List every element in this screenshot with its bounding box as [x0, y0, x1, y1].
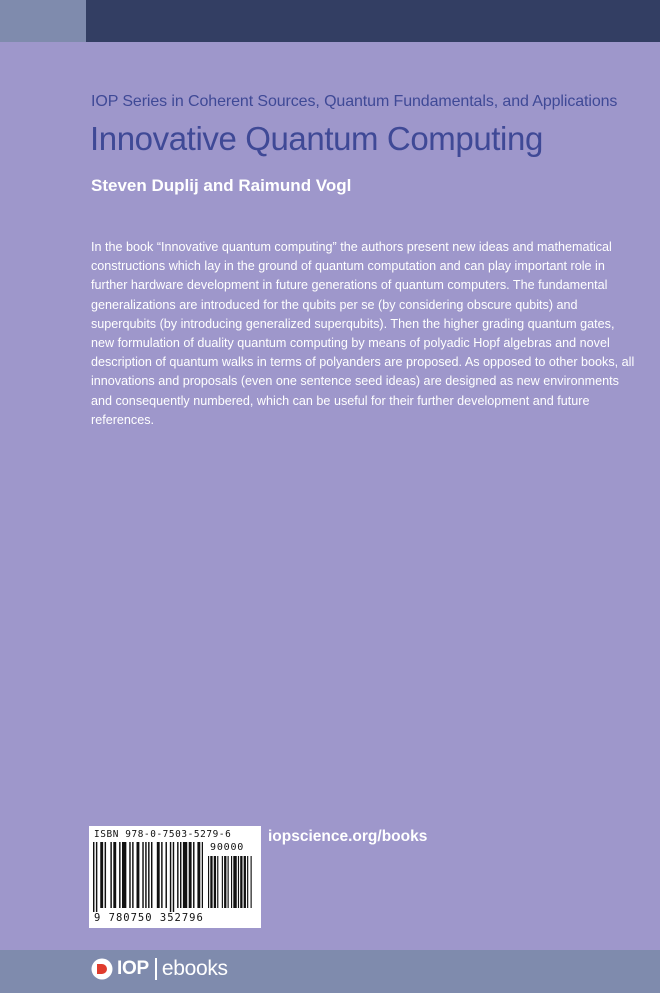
barcode-digits: 9 780750 352796: [94, 912, 204, 924]
iop-logo-icon: [91, 958, 113, 980]
book-authors: Steven Duplij and Raimund Vogl: [91, 176, 352, 195]
barcode-bars: [93, 842, 203, 912]
isbn-label: ISBN 978-0-7503-5279-6: [94, 829, 232, 840]
logo-separator: [155, 958, 157, 980]
series-name: IOP Series in Coherent Sources, Quantum Fundamentals, and Applications: [91, 93, 618, 110]
price-addon-digits: 90000: [210, 842, 245, 853]
website-link[interactable]: iopscience.org/books: [268, 828, 428, 845]
top-bar: [0, 0, 660, 42]
top-bar-accent: [0, 0, 86, 42]
isbn-barcode: [89, 826, 261, 928]
book-description: In the book “Innovative quantum computing” the authors present new ideas and mathematical constructions which lay in the ground of quantum computation and can play important role in further hardware development in future generations of quantum computers. The fundamental generalizations are introduced for the qubits per se (by considering obscure qubits) and superqubits (by introducing generalized superqubits). Then the higher grading quantum gates, new formulation of duality quantum computing by means of polyadic Hopf algebras and novel description of quantum walks in terms of polyanders are proposed. As opposed to other books, all innovations and proposals (even one sentence seed ideas) are designed as new environments and consequently numbered, which can be useful for their further development and future references.: [91, 240, 635, 427]
ebooks-wordmark: ebooks: [161, 957, 228, 980]
barcode-addon-bars: [208, 856, 256, 912]
iop-ebooks-logo: [91, 957, 228, 981]
iop-wordmark: IOP: [117, 958, 149, 979]
book-title: Innovative Quantum Computing: [90, 120, 543, 157]
